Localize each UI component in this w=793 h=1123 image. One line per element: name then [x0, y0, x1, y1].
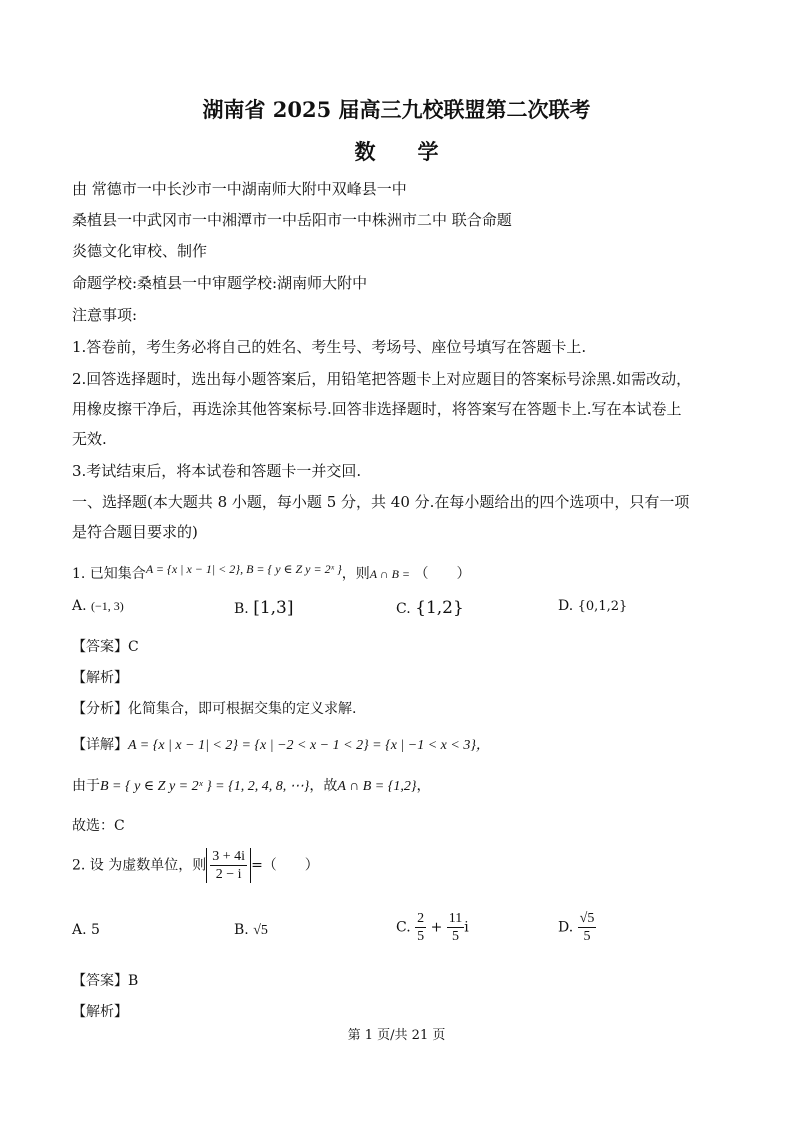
q2-prefix: 2. 设 为虚数单位，则	[72, 857, 207, 874]
section-heading-a: 一、选择题(本大题共 8 小题，每小题 5 分，共 40 分.在每小题给出的四个选项中，只有一项	[72, 493, 690, 511]
q1-since: 由于B = { y ∈ Z y = 2ˣ } = {1, 2, 4, 8, ⋯}，故A ∩ B = {1,2}，	[72, 778, 431, 794]
q1-option-c[interactable]: C. {1,2}	[396, 598, 464, 618]
q2-option-b[interactable]: B. √5	[234, 922, 268, 938]
q1-detail: 【详解】A = {x | x − 1| < 2} = {x | −2 < x − 1 < 2} = {x | −1 < x < 3}，	[72, 737, 490, 753]
q1-blank: （ ）	[414, 566, 471, 582]
q1-mid: ，则	[341, 566, 370, 582]
q2-abs-expression: $\frac{3 + 4i}{2 - i}$	[206, 848, 251, 883]
q1-conclusion: 故选：C	[72, 818, 125, 834]
intro-line-1: 由 常德市一中长沙市一中湖南师大附中双峰县一中	[72, 180, 407, 198]
q2-analysis-label: 【解析】	[72, 1004, 128, 1020]
intro-line-4: 命题学校:桑植县一中审题学校:湖南师大附中	[72, 274, 368, 292]
intro-line-2: 桑植县一中武冈市一中湘潭市一中岳阳市一中株洲市二中 联合命题	[72, 211, 512, 229]
q2-suffix: =（ ）	[251, 857, 319, 874]
notice-item-1: 1.答卷前，考生务必将自己的姓名、考生号、考场号、座位号填写在答题卡上.	[72, 338, 587, 356]
question-1	[72, 563, 470, 583]
q1-answer: 【答案】C	[72, 639, 139, 655]
q1-prefix: 1. 已知集合	[72, 566, 146, 582]
q1-fenxi: 【分析】化简集合，即可根据交集的定义求解.	[72, 701, 357, 717]
q1-sets: A = {x | x − 1| < 2}, B = { y ∈ Z y = 2ˣ }	[145, 562, 342, 576]
q1-intersect: A ∩ B =	[369, 567, 411, 581]
page-number: 第 1 页/共 21 页	[347, 1028, 446, 1043]
q1-option-b[interactable]: B. [1,3]	[234, 598, 294, 618]
q1-option-d[interactable]: D. {0,1,2}	[558, 598, 628, 614]
q2-option-d[interactable]: D. $\frac{√5}{5}$	[558, 911, 595, 944]
q2-option-c[interactable]: C. $\frac{2}{5}$ + $\frac{11}{5}$ i	[396, 911, 469, 944]
subject-heading: 数 学	[354, 139, 439, 164]
q1-option-a[interactable]: A. (−1, 3)	[72, 598, 124, 614]
question-2	[72, 848, 319, 883]
page-title: 湖南省 2025 届高三九校联盟第二次联考	[202, 97, 591, 122]
q2-option-a[interactable]: A. 5	[72, 922, 100, 938]
notice-title: 注意事项:	[72, 306, 138, 324]
notice-item-2b: 用橡皮擦干净后，再选涂其他答案标号.回答非选择题时，将答案写在答题卡上.写在本试卷上	[72, 400, 682, 418]
section-heading-b: 是符合题目要求的)	[72, 523, 198, 541]
notice-item-3: 3.考试结束后，将本试卷和答题卡一并交回.	[72, 462, 362, 480]
intro-line-3: 炎德文化审校、制作	[72, 242, 208, 260]
notice-item-2a: 2.回答选择题时，选出每小题答案后，用铅笔把答题卡上对应题目的答案标号涂黑.如需改动，	[72, 370, 692, 388]
q1-analysis-label: 【解析】	[72, 670, 128, 686]
notice-item-2c: 无效.	[72, 430, 107, 448]
q2-answer: 【答案】B	[72, 973, 139, 989]
